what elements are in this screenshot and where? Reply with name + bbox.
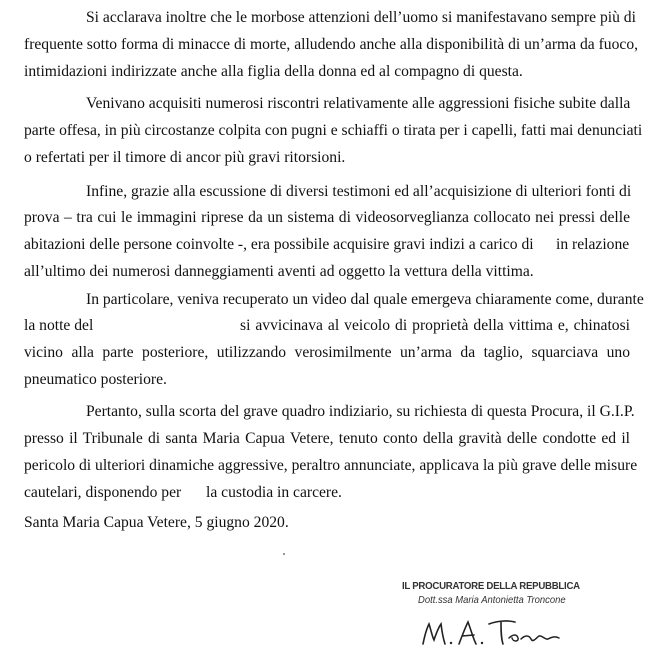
paragraph-2-line-2: parte offesa, in più circostanze colpita con pugni e schiaffi o tirata per i capelli, fatti mai denunciati <box>24 122 643 139</box>
paragraph-3-line-1: Infine, grazie alla escussione di diversi testimoni ed all’acquisizione di ulteriori fonti di <box>86 183 632 200</box>
paragraph-5-line-4-end: la custodia in carcere. <box>206 484 342 501</box>
paragraph-1-line-3: intimidazioni indirizzate anche alla figlia della donna ed al compagno di questa. <box>24 63 523 80</box>
paragraph-2-line-1: Venivano acquisiti numerosi riscontri relativamente alle aggressioni fisiche subite dalla <box>86 95 631 112</box>
scan-speck <box>283 553 285 555</box>
paragraph-3-line-3-end: in relazione <box>556 236 630 253</box>
paragraph-4-line-4: pneumatico posteriore. <box>24 371 167 388</box>
stamp-name: Dott.ssa Maria Antonietta Troncone <box>418 594 566 606</box>
handwritten-signature <box>415 612 575 652</box>
paragraph-5-line-1: Pertanto, sulla scorta del grave quadro indiziario, su richiesta di questa Procura, il G.I.P. <box>86 403 635 420</box>
paragraph-4-line-3: vicino alla parte posteriore, utilizzando verosimilmente un’arma da taglio, squarciava uno <box>24 344 630 361</box>
paragraph-4-line-2-start: la notte del <box>24 317 94 334</box>
prosecutor-stamp <box>402 580 595 606</box>
paragraph-3-line-2: prova – tra cui le immagini riprese da un sistema di videosorveglianza collocato nei pressi delle <box>24 209 630 226</box>
paragraph-5-line-2: presso il Tribunale di santa Maria Capua Vetere, tenuto conto della gravità delle condotte ed il <box>24 430 630 447</box>
date-line: Santa Maria Capua Vetere, 5 giugno 2020. <box>24 514 289 531</box>
paragraph-2-line-3: o refertati per il timore di ancor più gravi ritorsioni. <box>24 149 346 166</box>
paragraph-1-line-2: frequente sotto forma di minacce di morte, alludendo anche alla disponibilità di un’arma da fuoco, <box>24 36 639 53</box>
paragraph-3-line-4: all’ultimo dei numerosi danneggiamenti aventi ad oggetto la vettura della vittima. <box>24 263 534 280</box>
paragraph-5-line-4-start: cautelari, disponendo per <box>24 484 182 501</box>
paragraph-4-line-1: In particolare, veniva recuperato un video dal quale emergeva chiaramente come, durante <box>86 291 644 308</box>
paragraph-4-line-2-end: si avvicinava al veicolo di proprietà della vittima e, chinatosi <box>240 317 630 334</box>
paragraph-1-line-1: Si acclarava inoltre che le morbose attenzioni dell’uomo si manifestavano sempre più di <box>86 9 636 26</box>
stamp-title: IL PROCURATORE DELLA REPUBBLICA <box>402 580 580 592</box>
paragraph-3-line-3-text: abitazioni delle persone coinvolte -, era possibile acquisire gravi indizi a carico di <box>24 236 534 253</box>
paragraph-3-line-3 <box>24 235 630 255</box>
paragraph-5-line-3: pericolo di ulteriori dinamiche aggressive, peraltro annunciate, applicava la più grave delle misure <box>24 457 638 474</box>
